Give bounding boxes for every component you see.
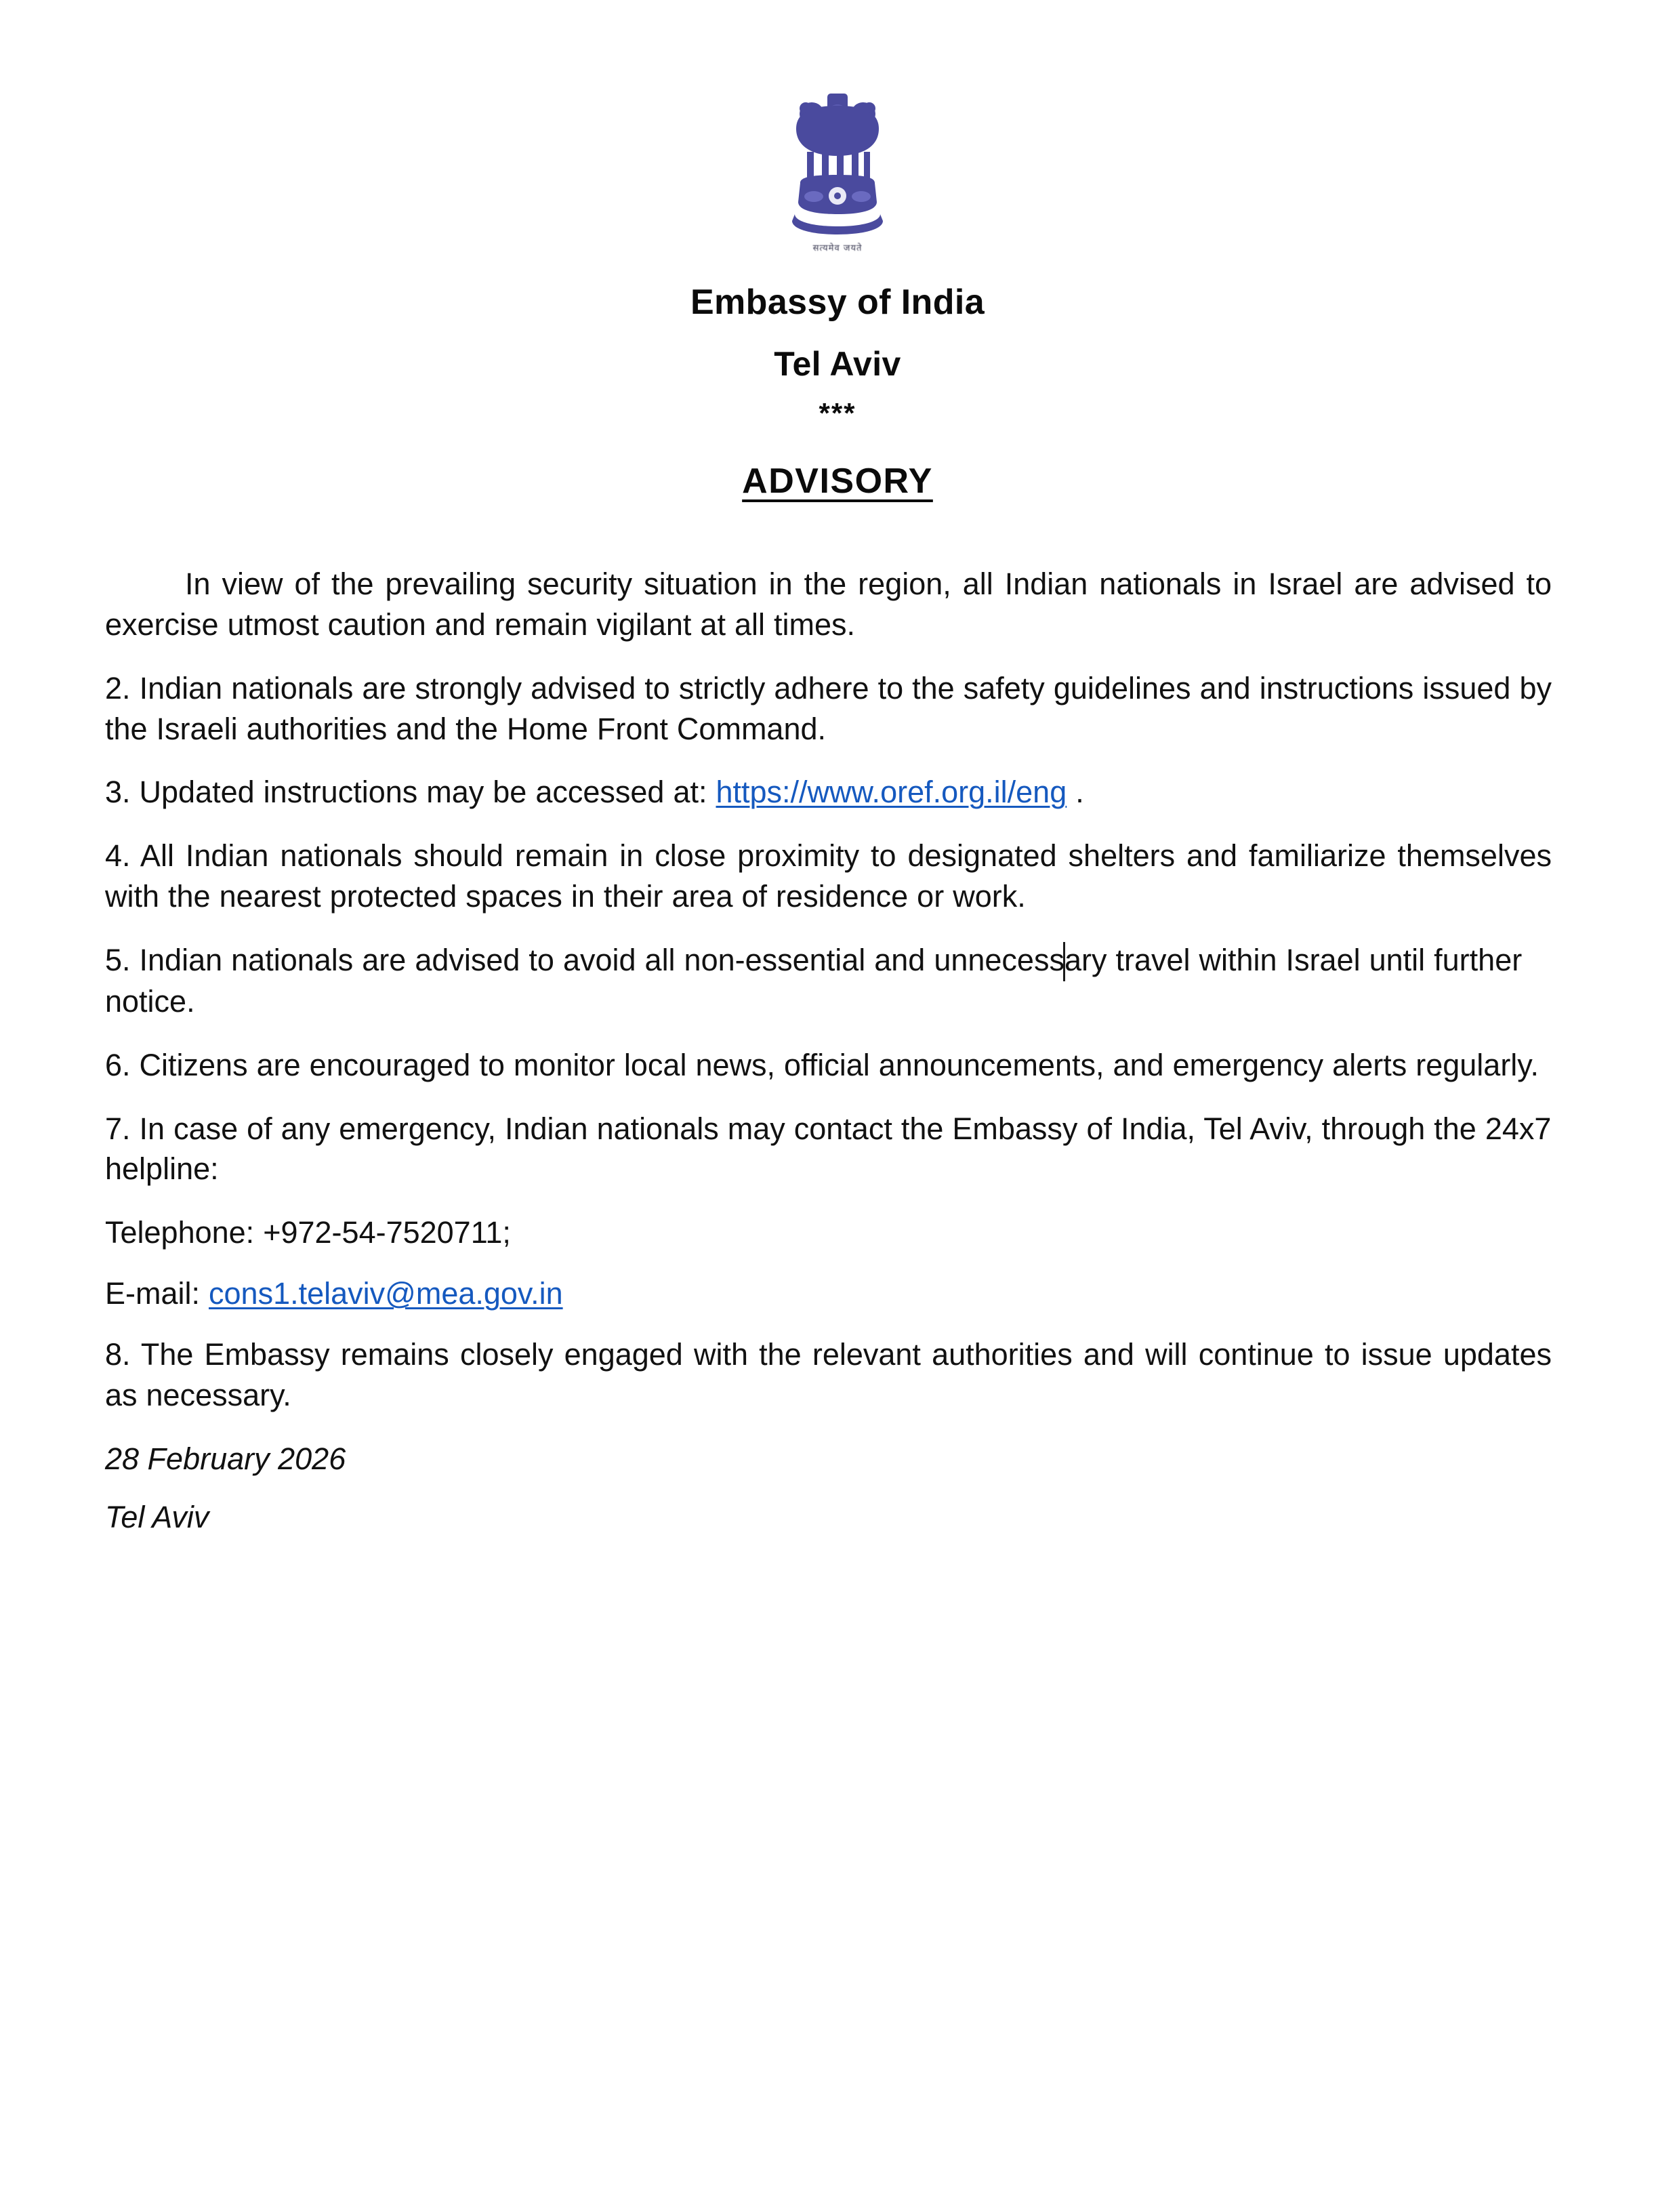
paragraph-5-part-b: ary travel within Israel until further notice. — [105, 942, 1523, 1019]
paragraph-3-suffix: . — [1067, 775, 1084, 810]
paragraph-2: 2. Indian nationals are strongly advised to strictly adhere to the safety guidelines and instructions issued by the Israeli authorities and the Home Front Command. — [105, 670, 1552, 746]
paragraph-6: 6. Citizens are encouraged to monitor local news, official announcements, and emergency alerts regularly. — [105, 1047, 1539, 1082]
oref-website-link[interactable]: https://www.oref.org.il/eng — [716, 775, 1067, 810]
signature-place: Tel Aviv — [105, 1499, 209, 1534]
paragraph-8: 8. The Embassy remains closely engaged with the relevant authorities and will continue to issue updates as necessary. — [105, 1336, 1552, 1412]
emblem-block — [0, 0, 1675, 264]
national-emblem-of-india-icon — [780, 81, 895, 264]
signature-date: 28 February 2026 — [105, 1441, 346, 1476]
paragraph-3-prefix: 3. Updated instructions may be accessed at: — [105, 775, 716, 810]
separator-asterisks: *** — [819, 397, 856, 429]
paragraph-5-part-a: 5. Indian nationals are advised to avoid all non-essential and unnecess — [105, 942, 1064, 977]
paragraph-4: 4. All Indian nationals should remain in close proximity to designated shelters and familiarize themselves with the nearest protected spaces in their area of residence or work. — [105, 838, 1552, 914]
email-label: E-mail: — [105, 1276, 209, 1311]
paragraph-3 — [105, 772, 1552, 813]
email-link[interactable]: cons1.telaviv@mea.gov.in — [209, 1276, 563, 1311]
page-title: ADVISORY — [742, 462, 933, 501]
email-line — [105, 1273, 1552, 1314]
organization-name: Embassy of India — [690, 283, 985, 322]
paragraph-5 — [105, 940, 1552, 1022]
telephone-line: Telephone: +972-54-7520711; — [105, 1215, 511, 1250]
emblem-caption: सत्यमेव जयते — [812, 243, 863, 253]
city-name: Tel Aviv — [774, 345, 901, 383]
paragraph-7: 7. In case of any emergency, Indian nationals may contact the Embassy of India, Tel Aviv, through the 24x7 helpline: — [105, 1111, 1552, 1187]
document-body — [0, 564, 1675, 1537]
paragraph-1: In view of the prevailing security situation in the region, all Indian nationals in Israel are advised to exercise utmost caution and remain vigilant at all times. — [105, 567, 1552, 642]
